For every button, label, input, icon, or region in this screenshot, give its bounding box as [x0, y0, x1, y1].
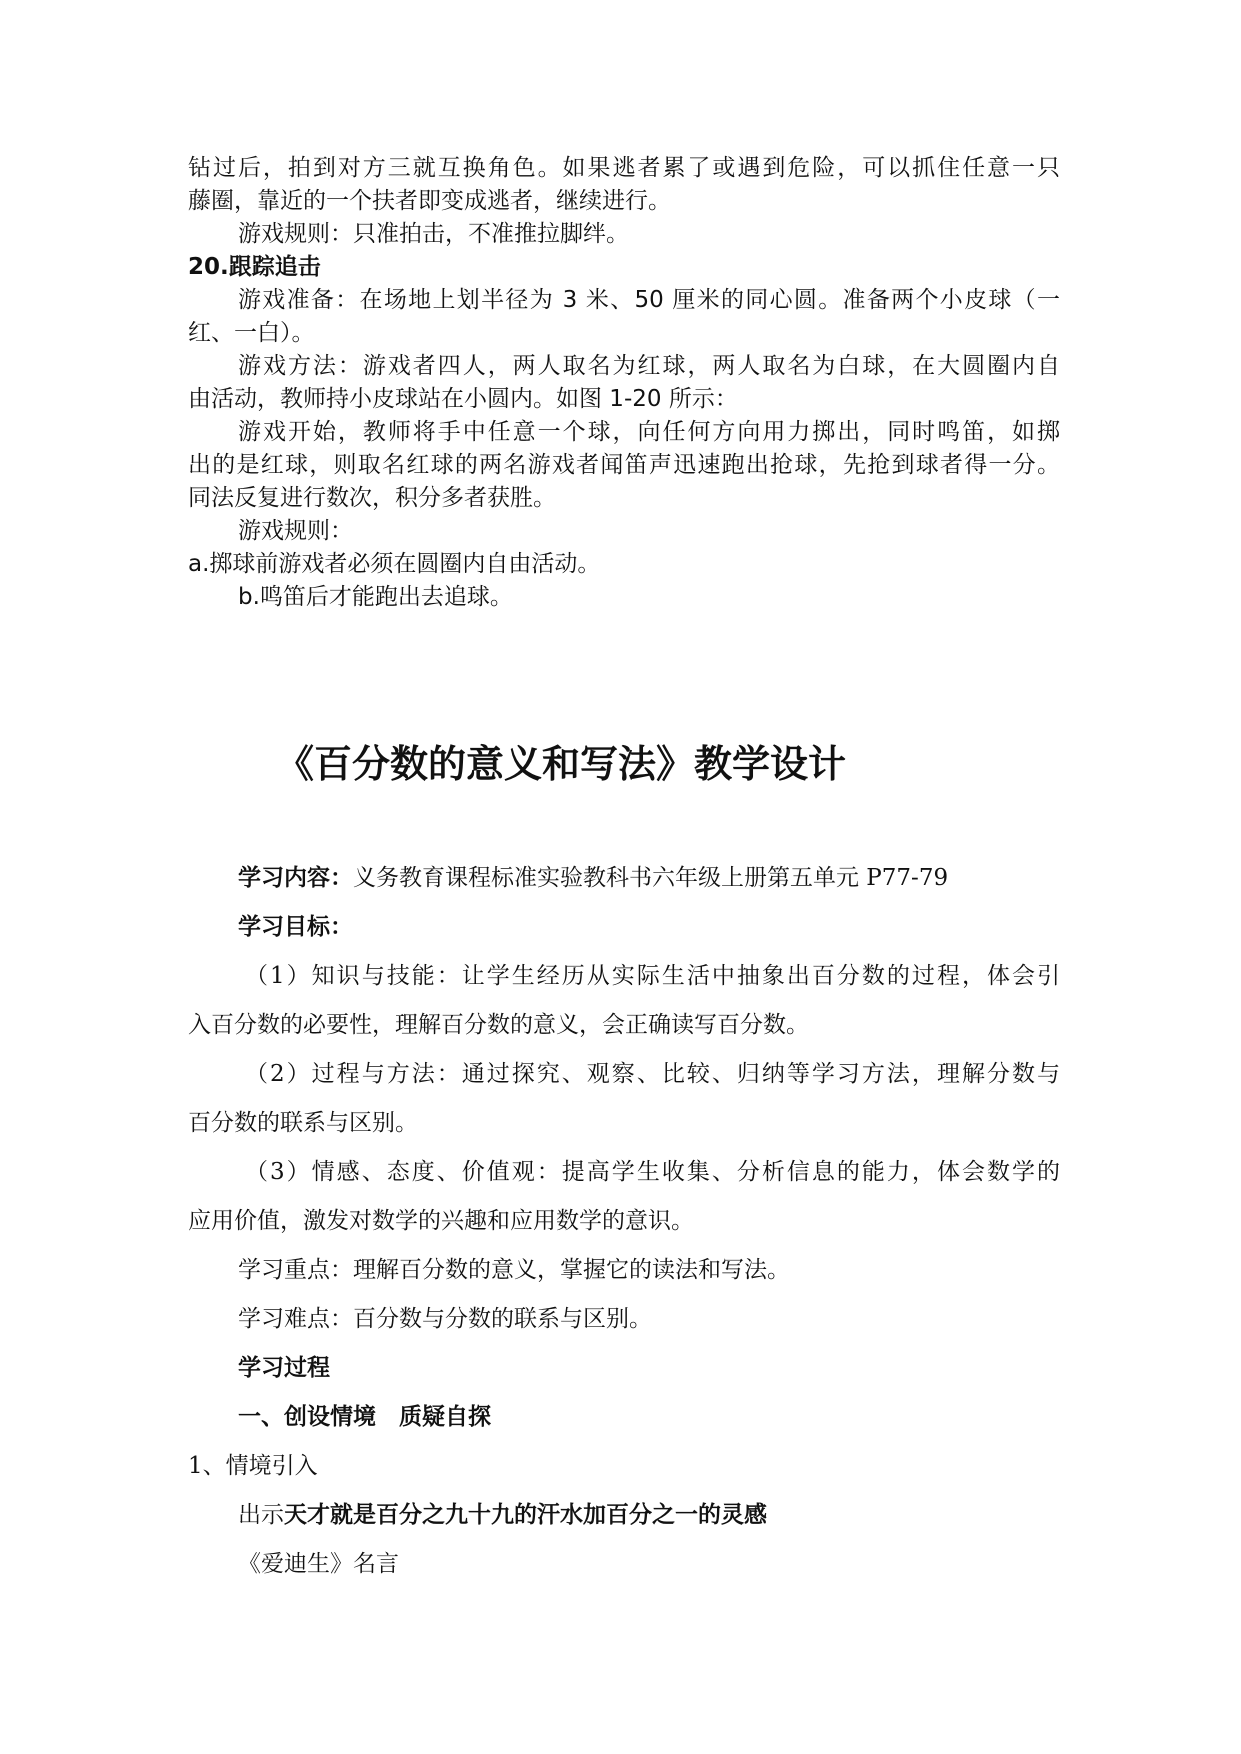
attribution: 《爱迪生》名言: [238, 1551, 399, 1577]
intro-item: 1、情境引入: [188, 1453, 318, 1479]
goal-line: 应用价值，激发对数学的兴趣和应用数学的意识。: [188, 1208, 694, 1234]
paragraph-line: 藤圈，靠近的一个扶者即变成逃者，继续进行。: [188, 188, 671, 214]
goal-line: 百分数的联系与区别。: [188, 1110, 418, 1136]
difficulty: 学习难点：百分数与分数的联系与区别。: [238, 1306, 652, 1332]
rule-item: a.掷球前游戏者必须在圆圈内自由活动。: [188, 551, 601, 577]
paragraph-line: 出的是红球，则取名红球的两名游戏者闻笛声迅速跑出抢球，先抢到球者得一分。: [188, 452, 1060, 478]
page-title: 《百分数的意义和写法》教学设计: [276, 741, 847, 786]
paragraph-line: 游戏方法：游戏者四人，两人取名为红球，两人取名为白球，在大圆圈内自: [238, 353, 1060, 379]
content-value: 义务教育课程标准实验教科书六年级上册第五单元 P77-79: [353, 865, 949, 891]
show-prefix: 出示: [238, 1502, 284, 1528]
game-rule: 游戏规则：只准拍击，不准推拉脚绊。: [238, 221, 629, 247]
paragraph-line: 游戏开始，教师将手中任意一个球，向任何方向用力掷出，同时鸣笛，如掷: [238, 419, 1060, 445]
goals-label: 学习目标：: [238, 913, 353, 940]
goal-line: （1）知识与技能：让学生经历从实际生活中抽象出百分数的过程，体会引: [245, 963, 1060, 989]
paragraph-line: 钻过后，拍到对方三就互换角色。如果逃者累了或遇到危险，可以抓住任意一只: [188, 155, 1060, 181]
key-point: 学习重点：理解百分数的意义，掌握它的读法和写法。: [238, 1257, 790, 1283]
paragraph-line: 由活动，教师持小皮球站在小圆内。如图 1-20 所示：: [188, 386, 738, 412]
process-heading: 学习过程: [238, 1354, 330, 1381]
section-heading: 20.跟踪追击: [188, 254, 321, 280]
paragraph-line: 同法反复进行数次，积分多者获胜。: [188, 485, 556, 511]
goal-line: 入百分数的必要性，理解百分数的意义，会正确读写百分数。: [188, 1012, 809, 1038]
paragraph-line: 红、一白）。: [188, 320, 315, 346]
quote-text: 天才就是百分之九十九的汗水加百分之一的灵感: [284, 1501, 767, 1528]
paragraph-line: 游戏准备：在场地上划半径为 3 米、50 厘米的同心圆。准备两个小皮球（一: [238, 287, 1060, 313]
rule-item: b.鸣笛后才能跑出去追球。: [238, 584, 513, 610]
goal-line: （2）过程与方法：通过探究、观察、比较、归纳等学习方法，理解分数与: [245, 1061, 1060, 1087]
content-row: [238, 862, 948, 894]
quote-row: [238, 1499, 767, 1531]
step-heading: 一、创设情境 质疑自探: [238, 1403, 491, 1430]
rules-label: 游戏规则：: [238, 518, 353, 544]
content-label: 学习内容：: [238, 864, 353, 891]
goal-line: （3）情感、态度、价值观：提高学生收集、分析信息的能力，体会数学的: [245, 1159, 1060, 1185]
